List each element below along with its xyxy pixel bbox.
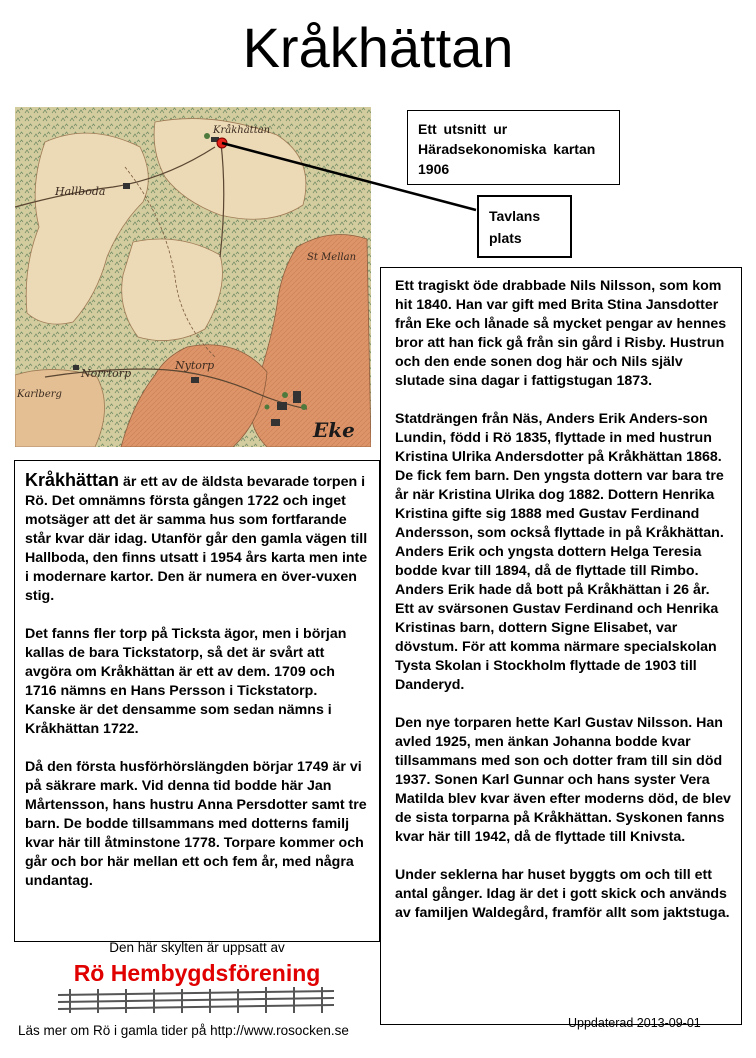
page-title: Kråkhättan — [242, 16, 514, 79]
association-name: Rö Hembygdsförening — [73, 960, 321, 986]
sign-location-label: Tavlans plats — [489, 208, 541, 246]
map-label-hallboda: Hallboda — [55, 185, 106, 198]
sign-location-box — [477, 195, 572, 258]
left-paragraph-2: Det fanns fler torp på Ticksta ägor, men i början kallas de bara Tickstatorp, så det är svårt att avgöra om Kråkhättan är ett av dem. 1709 och 1716 nämns en Hans Persson i Tickstatorp. Kanske är det densamme som sedan nämns i Kråkhättan 1722. — [25, 626, 347, 737]
map-caption: Ett utsnitt ur Häradsekonomiska kartan 1906 — [418, 121, 596, 177]
pointer-line — [0, 0, 756, 300]
left-paragraph-3: Då den första husförhörslängden börjar 1749 är vi på säkrare mark. Vid denna tid bodde här Jan Mårtensson, hans hustru Anna Persdotter samt tre barn. De bodde tillsammans med dotterns familj kvar här till åtminstone 1778. Torpare kommer och går och bor här mellan ett och fem år, med några undantag. — [25, 759, 367, 889]
left-paragraph-1 — [25, 471, 369, 606]
map-label-krakhattan: Kråkhättan — [213, 125, 271, 136]
map-label-norrtorp: Norrtorp — [81, 367, 132, 380]
map-label-karlberg: Karlberg — [17, 389, 62, 400]
installed-by-text: Den här skylten är uppsatt av — [109, 940, 285, 955]
map-label-stmellan: St Mellan — [307, 252, 357, 263]
left-paragraph-1-text: är ett av de äldsta bevarade torpen i Rö. Det omnämns första gången 1722 och inget motsäger att det är samma hus som fortfarande står kvar där idag. Utanför går den gamla vägen till Hallboda, den finns utsatt i 1954 års karta men inte i modernare kartor. Den är numera en över-vuxen stig. — [25, 474, 368, 604]
right-paragraph-1: Ett tragiskt öde drabbade Nils Nilsson, som kom hit 1840. Han var gift med Brita Stina Jansdotter från Eke och lånade så mycket pengar av hennes bror att han fick gå från sin gård i Risby. Hustrun och den ende sonen dog här och Nils själv slutade sina dagar i fattigstugan 1873. — [395, 278, 727, 389]
lead-word: Kråkhättan — [25, 470, 120, 490]
map-field-southwest — [15, 369, 105, 447]
right-paragraph-3: Den nye torparen hette Karl Gustav Nilsson. Han avled 1925, men änkan Johanna bodde kvar tillsammans med son och dotter fram till sin död 1937. Sonen Karl Gunnar och hans syster Vera Matilda blev kvar även efter moderns död, de blev de sista torparna på Kråkhättan. Syskonen fanns kvar här till 1942, då de flyttade till Knivsta. — [395, 715, 731, 845]
right-paragraph-2: Statdrängen från Näs, Anders Erik Anders-son Lundin, född i Rö 1835, flyttade in med hustrun Kristina Ulrika Andersdotter på Kråkhättan 1868. De fick fem barn. Den yngsta dottern var bara tre år när Kristina Ulrika dog 1882. Dottern Henrika Kristina gifte sig 1888 med Gustav Ferdinand Andersson, som också flyttade in på Kråkhättan. Anders Erik och yngsta dottern Helga Teresia bodde kvar till 1894, då de flyttade till Rimbo. Anders Erik hade då bott på Kråkhättan i 26 år. Ett av svärsonen Gustav Ferdinand och Henrika Kristinas barn, dottern Signe Elisabet, var dövstum. För att komma närmare specialskolan Tysta Skolan i Stockholm flyttade de 1903 till Danderyd. — [395, 411, 724, 693]
website-text: Läs mer om Rö i gamla tider på http://www.rosocken.se — [18, 1023, 349, 1038]
fence-logo — [58, 985, 334, 1015]
map-caption-box — [407, 110, 620, 185]
map-label-eke: Eke — [313, 418, 355, 442]
updated-date: Uppdaterad 2013-09-01 — [568, 1016, 701, 1030]
history-box-right — [380, 267, 742, 1025]
history-box-left — [14, 460, 380, 942]
map-label-nytorp: Nytorp — [175, 359, 215, 372]
right-paragraph-4: Under seklerna har huset byggts om och till ett antal gånger. Idag är det i gott skick och används av familjen Waldegård, framför allt som jaktstuga. — [395, 867, 730, 921]
